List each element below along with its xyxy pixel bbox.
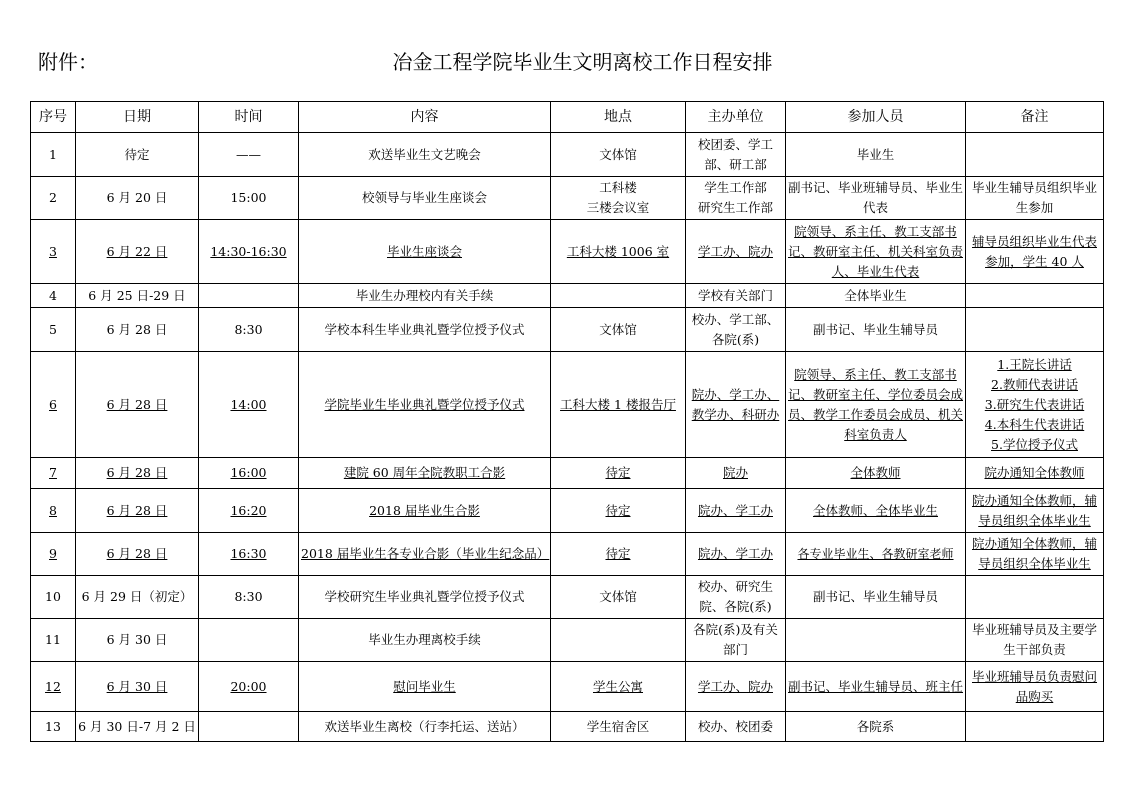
cell-place: 待定 [551, 533, 686, 576]
cell-content: 2018 届毕业生各专业合影（毕业生纪念品） [299, 533, 551, 576]
cell-notes: 辅导员组织毕业生代表参加，学生 40 人 [966, 220, 1104, 284]
cell-notes [966, 576, 1104, 619]
table-row [31, 308, 1104, 352]
table-row [31, 352, 1104, 458]
note-item: 2.教师代表讲话 [991, 376, 1078, 392]
cell-no: 6 [31, 352, 76, 458]
cell-participants: 全体教师 [786, 458, 966, 489]
table-row [31, 662, 1104, 712]
cell-no: 4 [31, 284, 76, 308]
cell-time: —— [199, 133, 299, 177]
cell-content: 校领导与毕业生座谈会 [299, 177, 551, 220]
cell-participants [786, 619, 966, 662]
table-row [31, 220, 1104, 284]
cell-place: 待定 [551, 458, 686, 489]
cell-notes [966, 308, 1104, 352]
col-header-place: 地点 [551, 102, 686, 133]
cell-date: 6 月 28 日 [76, 352, 199, 458]
header-row [31, 102, 1104, 133]
cell-notes: 院办通知全体教师，辅导员组织全体毕业生 [966, 489, 1104, 533]
cell-date: 6 月 20 日 [76, 177, 199, 220]
cell-place: 学生公寓 [551, 662, 686, 712]
col-header-date: 日期 [76, 102, 199, 133]
cell-date: 待定 [76, 133, 199, 177]
cell-host: 学生工作部 研究生工作部 [686, 177, 786, 220]
cell-host: 院办、学工办 [686, 533, 786, 576]
cell-host: 校办、校团委 [686, 712, 786, 742]
cell-time [199, 712, 299, 742]
table-row [31, 177, 1104, 220]
col-header-participants: 参加人员 [786, 102, 966, 133]
cell-participants: 院领导、系主任、教工支部书记、教研室主任、机关科室负责人、毕业生代表 [786, 220, 966, 284]
cell-place: 文体馆 [551, 133, 686, 177]
document-title: 冶金工程学院毕业生文明离校工作日程安排 [392, 50, 773, 74]
cell-no: 10 [31, 576, 76, 619]
cell-content: 学院毕业生毕业典礼暨学位授予仪式 [299, 352, 551, 458]
cell-date: 6 月 30 日 [76, 619, 199, 662]
cell-host: 院办 [686, 458, 786, 489]
cell-time: 16:00 [199, 458, 299, 489]
cell-participants: 副书记、毕业生辅导员 [786, 576, 966, 619]
cell-time: 20:00 [199, 662, 299, 712]
table-row [31, 576, 1104, 619]
cell-content: 毕业生办理离校手续 [299, 619, 551, 662]
attachment-label: 附件： [38, 50, 98, 74]
cell-date: 6 月 28 日 [76, 489, 199, 533]
cell-time: 8:30 [199, 308, 299, 352]
cell-place: 文体馆 [551, 576, 686, 619]
cell-date: 6 月 28 日 [76, 308, 199, 352]
table-row [31, 458, 1104, 489]
cell-participants: 毕业生 [786, 133, 966, 177]
cell-content: 学校研究生毕业典礼暨学位授予仪式 [299, 576, 551, 619]
cell-host: 学工办、院办 [686, 662, 786, 712]
cell-place [551, 619, 686, 662]
cell-no: 3 [31, 220, 76, 284]
cell-content: 2018 届毕业生合影 [299, 489, 551, 533]
cell-time: 16:20 [199, 489, 299, 533]
cell-no: 12 [31, 662, 76, 712]
table-row [31, 489, 1104, 533]
cell-no: 2 [31, 177, 76, 220]
cell-content: 毕业生办理校内有关手续 [299, 284, 551, 308]
cell-participants: 副书记、毕业生辅导员 [786, 308, 966, 352]
cell-place: 学生宿舍区 [551, 712, 686, 742]
cell-content: 学校本科生毕业典礼暨学位授予仪式 [299, 308, 551, 352]
cell-date: 6 月 25 日-29 日 [76, 284, 199, 308]
cell-host: 院办、学工办 [686, 489, 786, 533]
cell-notes: 院办通知全体教师，辅导员组织全体毕业生 [966, 533, 1104, 576]
cell-no: 9 [31, 533, 76, 576]
cell-time: 14:00 [199, 352, 299, 458]
cell-host: 校办、学工部、各院(系) [686, 308, 786, 352]
cell-notes [966, 284, 1104, 308]
cell-no: 8 [31, 489, 76, 533]
cell-participants: 副书记、毕业生辅导员、班主任 [786, 662, 966, 712]
cell-time: 15:00 [199, 177, 299, 220]
col-header-content: 内容 [299, 102, 551, 133]
cell-place [551, 284, 686, 308]
cell-participants: 副书记、毕业班辅导员、毕业生代表 [786, 177, 966, 220]
table-row [31, 284, 1104, 308]
cell-time: 14:30-16:30 [199, 220, 299, 284]
cell-participants: 全体毕业生 [786, 284, 966, 308]
cell-no: 11 [31, 619, 76, 662]
cell-host: 院办、学工办、教学办、科研办 [686, 352, 786, 458]
table-row [31, 133, 1104, 177]
cell-place: 工科楼 三楼会议室 [551, 177, 686, 220]
table-row [31, 619, 1104, 662]
schedule-table [30, 101, 1104, 742]
cell-time [199, 284, 299, 308]
cell-content: 建院 60 周年全院教职工合影 [299, 458, 551, 489]
cell-host: 学校有关部门 [686, 284, 786, 308]
cell-notes [966, 352, 1104, 458]
cell-time [199, 619, 299, 662]
cell-date: 6 月 28 日 [76, 458, 199, 489]
note-item: 4.本科生代表讲话 [984, 416, 1085, 432]
col-header-notes: 备注 [966, 102, 1104, 133]
cell-place: 待定 [551, 489, 686, 533]
cell-date: 6 月 30 日-7 月 2 日 [76, 712, 199, 742]
cell-date: 6 月 28 日 [76, 533, 199, 576]
cell-notes: 毕业生辅导员组织毕业生参加 [966, 177, 1104, 220]
cell-content: 毕业生座谈会 [299, 220, 551, 284]
cell-place: 工科大楼 1 楼报告厅 [551, 352, 686, 458]
cell-notes: 院办通知全体教师 [966, 458, 1104, 489]
cell-no: 13 [31, 712, 76, 742]
cell-participants: 全体教师、全体毕业生 [786, 489, 966, 533]
cell-no: 1 [31, 133, 76, 177]
cell-time: 8:30 [199, 576, 299, 619]
cell-notes: 毕业班辅导员负责慰问品购买 [966, 662, 1104, 712]
cell-no: 5 [31, 308, 76, 352]
cell-participants: 各专业毕业生、各教研室老师 [786, 533, 966, 576]
col-header-time: 时间 [199, 102, 299, 133]
cell-host: 校团委、学工部、研工部 [686, 133, 786, 177]
cell-participants: 院领导、系主任、教工支部书记、教研室主任、学位委员会成员、教学工作委员会成员、机关科室负责人 [786, 352, 966, 458]
cell-host: 学工办、院办 [686, 220, 786, 284]
col-header-host: 主办单位 [686, 102, 786, 133]
note-item: 1.王院长讲话 [997, 356, 1072, 372]
cell-host: 校办、研究生院、各院(系) [686, 576, 786, 619]
cell-content: 欢送毕业生文艺晚会 [299, 133, 551, 177]
cell-place: 工科大楼 1006 室 [551, 220, 686, 284]
col-header-no: 序号 [31, 102, 76, 133]
table-row [31, 533, 1104, 576]
note-item: 3.研究生代表讲话 [984, 396, 1085, 412]
cell-no: 7 [31, 458, 76, 489]
table-row [31, 712, 1104, 742]
cell-content: 慰问毕业生 [299, 662, 551, 712]
cell-content: 欢送毕业生离校（行李托运、送站） [299, 712, 551, 742]
cell-place: 文体馆 [551, 308, 686, 352]
cell-date: 6 月 30 日 [76, 662, 199, 712]
cell-notes: 毕业班辅导员及主要学生干部负责 [966, 619, 1104, 662]
cell-participants: 各院系 [786, 712, 966, 742]
cell-time: 16:30 [199, 533, 299, 576]
note-item: 5.学位授予仪式 [991, 436, 1078, 452]
cell-date: 6 月 22 日 [76, 220, 199, 284]
cell-date: 6 月 29 日（初定） [76, 576, 199, 619]
cell-host: 各院(系)及有关部门 [686, 619, 786, 662]
cell-notes [966, 133, 1104, 177]
cell-notes [966, 712, 1104, 742]
